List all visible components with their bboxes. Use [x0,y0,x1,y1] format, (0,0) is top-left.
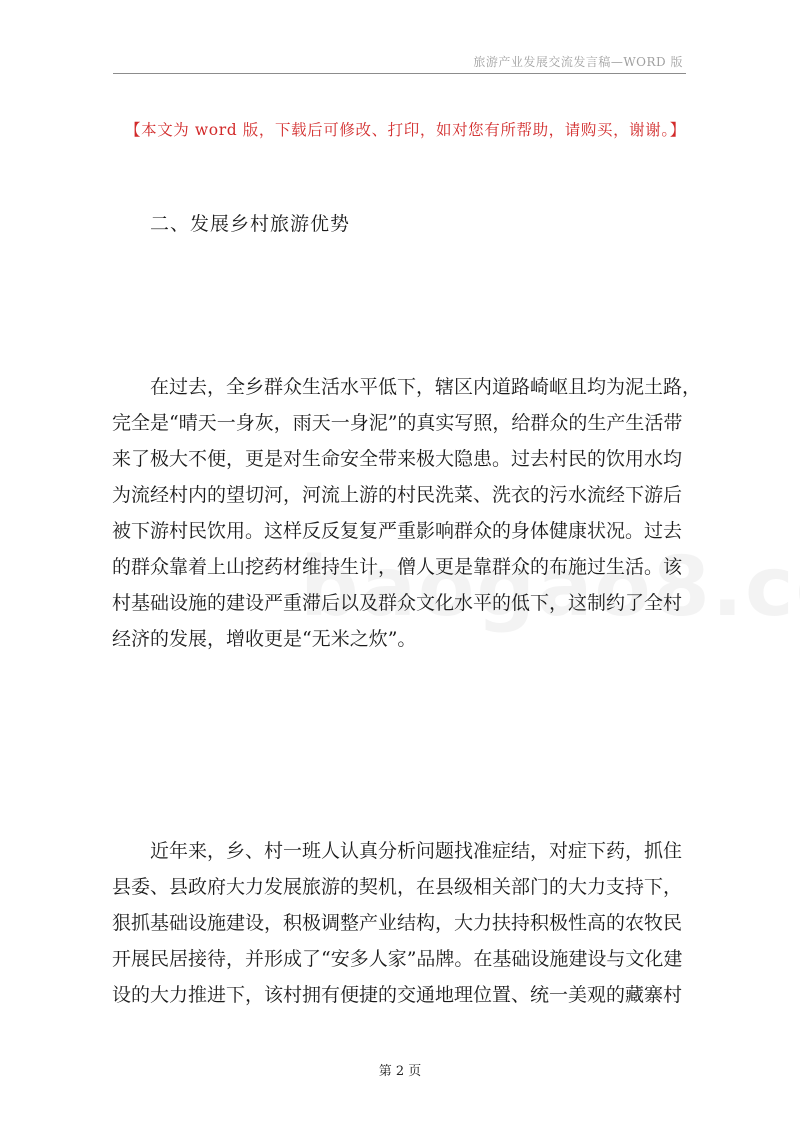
paragraph-line: 开展民居接待，并形成了“安多人家”品牌。在基础设施建设与文化建 [112,948,683,970]
paragraph-line: 为流经村内的望切河，河流上游的村民洗菜、洗衣的污水流经下游后 [112,484,683,506]
paragraph-line: 设的大力推进下，该村拥有便捷的交通地理位置、统一美观的藏寨村 [112,984,683,1006]
purchase-notice: 【本文为 word 版，下载后可修改、打印，如对您有所帮助，请购买，谢谢。】 [125,121,686,139]
paragraph-line: 县委、县政府大力发展旅游的契机，在县级相关部门的大力支持下， [112,876,683,898]
body-paragraph-1 [112,369,702,657]
paragraph-line: 在过去，全乡群众生活水平低下，辖区内道路崎岖且均为泥土路， [150,376,702,398]
section-heading: 二、发展乡村旅游优势 [150,213,351,235]
paragraph-line: 近年来，乡、村一班人认真分析问题找准症结，对症下药，抓住 [150,840,683,862]
body-paragraph-2 [112,833,690,1013]
page-number: 第 2 页 [378,1064,422,1079]
paragraph-line: 来了极大不便，更是对生命安全带来极大隐患。过去村民的饮用水均 [112,448,683,470]
paragraph-line: 村基础设施的建设严重滞后以及群众文化水平的低下，这制约了全村 [112,592,683,614]
paragraph-line: 经济的发展，增收更是“无米之炊”。 [112,628,417,650]
header-divider [113,73,686,74]
paragraph-line: 完全是“晴天一身灰，雨天一身泥”的真实写照，给群众的生产生活带 [112,412,683,434]
paragraph-line: 的群众靠着上山挖药材维持生计，僧人更是靠群众的布施过生活。该 [112,556,683,578]
paragraph-line: 被下游村民饮用。这样反反复复严重影响群众的身体健康状况。过去 [112,520,683,542]
header-title: 旅游产业发展交流发言稿—WORD 版 [473,55,683,69]
paragraph-line: 狠抓基础设施建设，积极调整产业结构，大力扶持积极性高的农牧民 [112,912,683,934]
